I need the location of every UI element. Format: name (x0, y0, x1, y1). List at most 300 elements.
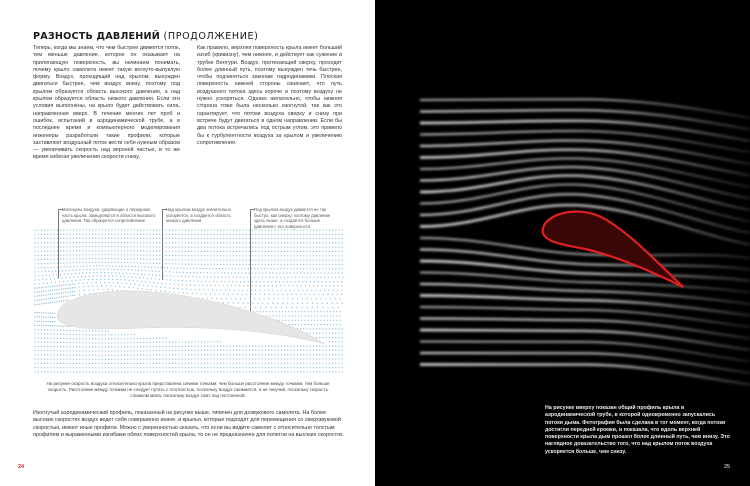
airflow-dot (166, 354, 167, 355)
airflow-dot (54, 334, 55, 335)
airflow-dot (177, 288, 178, 289)
airflow-dot (204, 255, 205, 256)
airflow-dot (50, 329, 51, 330)
airflow-dot (326, 260, 327, 261)
airflow-dot (108, 363, 109, 364)
airflow-dot (190, 268, 191, 269)
airflow-dot (221, 298, 222, 299)
airflow-dot (125, 279, 126, 280)
airflow-dot (239, 350, 240, 351)
airflow-dot (38, 359, 39, 360)
airflow-dot (194, 341, 195, 342)
airflow-dot (306, 277, 307, 278)
airflow-dot (34, 300, 35, 301)
airflow-dot (194, 247, 195, 248)
airflow-dot (82, 350, 83, 351)
airflow-dot (258, 354, 259, 355)
airflow-dot (86, 330, 87, 331)
airflow-dot (290, 268, 291, 269)
airflow-dot (57, 267, 58, 268)
airflow-dot (278, 358, 279, 359)
airflow-dot (127, 342, 128, 343)
airflow-dot (278, 367, 279, 368)
airflow-dot (271, 238, 272, 239)
airflow-dot (210, 251, 211, 252)
airflow-dot (324, 277, 325, 278)
airflow-dot (39, 291, 40, 292)
airflow-dot (133, 273, 134, 274)
airflow-dot (223, 238, 224, 239)
airflow-dot (217, 363, 218, 364)
airflow-dot (242, 229, 243, 230)
airflow-dot (236, 367, 237, 368)
airflow-dot (294, 346, 295, 347)
airflow-dot (185, 363, 186, 364)
airflow-dot (161, 267, 162, 268)
airflow-dot (246, 294, 247, 295)
airflow-dot (175, 242, 176, 243)
airflow-dot (319, 328, 320, 329)
airflow-dot (239, 229, 240, 230)
airflow-dot (111, 262, 112, 263)
airflow-dot (67, 288, 68, 289)
airflow-dot (130, 371, 131, 372)
airflow-dot (63, 242, 64, 243)
airflow-dot (82, 334, 83, 335)
airflow-dot (260, 294, 261, 295)
airflow-dot (80, 266, 81, 267)
airflow-dot (213, 281, 214, 282)
airflow-dot (322, 255, 323, 256)
airflow-dot (281, 247, 282, 248)
airflow-dot (95, 330, 96, 331)
airflow-dot (285, 290, 286, 291)
airflow-dot (55, 270, 56, 271)
airflow-dot (153, 246, 154, 247)
airflow-dot (34, 320, 35, 321)
airflow-dot (137, 350, 138, 351)
airflow-dot (313, 229, 314, 230)
airflow-dot (65, 277, 66, 278)
airflow-dot (89, 242, 90, 243)
airflow-dot (167, 267, 168, 268)
airflow-dot (194, 238, 195, 239)
airflow-dot (320, 311, 321, 312)
airflow-dot (47, 371, 48, 372)
airflow-dot (285, 320, 286, 321)
airflow-dot (335, 277, 336, 278)
airflow-dot (313, 238, 314, 239)
airflow-dot (185, 346, 186, 347)
airflow-dot (86, 371, 87, 372)
airflow-dot (338, 337, 339, 338)
airflow-dot (82, 234, 83, 235)
airflow-dot (43, 295, 44, 296)
airflow-dot (66, 346, 67, 347)
airflow-dot (146, 338, 147, 339)
airflow-dot (225, 281, 226, 282)
airflow-dot (310, 229, 311, 230)
airflow-dot (342, 328, 343, 329)
airflow-dot (288, 285, 289, 286)
airflow-dot (294, 238, 295, 239)
airflow-dot (156, 350, 157, 351)
airflow-dot (306, 367, 307, 368)
airflow-dot (111, 234, 112, 235)
airflow-dot (141, 266, 142, 267)
airflow-dot (198, 229, 199, 230)
airflow-dot (302, 281, 303, 282)
airflow-dot (70, 284, 71, 285)
airflow-dot (249, 298, 250, 299)
airflow-dot (220, 363, 221, 364)
airflow-dot (114, 238, 115, 239)
airflow-dot (56, 274, 57, 275)
airflow-dot (60, 266, 61, 267)
airflow-dot (41, 321, 42, 322)
airflow-dot (243, 277, 244, 278)
airflow-dot (205, 281, 206, 282)
airflow-dot (310, 264, 311, 265)
airflow-dot (291, 307, 292, 308)
airflow-dot (319, 346, 320, 347)
airflow-dot (302, 277, 303, 278)
airflow-dot (276, 277, 277, 278)
airflow-dot (95, 371, 96, 372)
airflow-dot (134, 359, 135, 360)
airflow-dot (108, 272, 109, 273)
airflow-dot (38, 275, 39, 276)
airflow-dot (111, 371, 112, 372)
airflow-dot (178, 284, 179, 285)
airflow-dot (185, 251, 186, 252)
airflow-dot (57, 259, 58, 260)
airflow-dot (76, 342, 77, 343)
airflow-dot (105, 229, 106, 230)
airflow-dot (150, 238, 151, 239)
airflow-dot (140, 234, 141, 235)
airflow-dot (188, 350, 189, 351)
airflow-dot (153, 263, 154, 264)
airflow-dot (210, 358, 211, 359)
airflow-dot (124, 338, 125, 339)
airflow-dot (335, 229, 336, 230)
airflow-dot (43, 291, 44, 292)
airflow-dot (188, 367, 189, 368)
airflow-dot (137, 338, 138, 339)
airflow-dot (335, 255, 336, 256)
airflow-dot (310, 328, 311, 329)
airflow-dot (320, 324, 321, 325)
airflow-dot (150, 342, 151, 343)
airflow-dot (177, 268, 178, 269)
airflow-dot (130, 254, 131, 255)
airflow-dot (71, 273, 72, 274)
airflow-dot (98, 359, 99, 360)
airflow-dot (217, 350, 218, 351)
airflow-dot (342, 251, 343, 252)
airflow-dot (303, 358, 304, 359)
airflow-dot (124, 262, 125, 263)
airflow-dot (310, 354, 311, 355)
airflow-dot (255, 260, 256, 261)
airflow-dot (233, 371, 234, 372)
airflow-dot (288, 324, 289, 325)
airflow-dot (134, 238, 135, 239)
airflow-dot (124, 258, 125, 259)
airflow-dot (54, 242, 55, 243)
airflow-dot (89, 338, 90, 339)
airflow-dot (329, 367, 330, 368)
airflow-dot (182, 341, 183, 342)
airflow-dot (329, 363, 330, 364)
airflow-dot (217, 272, 218, 273)
airflow-dot (44, 342, 45, 343)
airflow-dot (230, 354, 231, 355)
airflow-dot (342, 333, 343, 334)
airflow-dot (228, 272, 229, 273)
airflow-dot (199, 289, 200, 290)
airflow-dot (127, 355, 128, 356)
airflow-dot (172, 263, 173, 264)
airflow-dot (166, 337, 167, 338)
airflow-dot (236, 247, 237, 248)
airflow-dot (70, 250, 71, 251)
airflow-dot (159, 371, 160, 372)
airflow-dot (303, 354, 304, 355)
airflow-dot (320, 320, 321, 321)
airflow-dot (156, 238, 157, 239)
airflow-dot (175, 259, 176, 260)
airflow-dot (217, 247, 218, 248)
airflow-dot (73, 338, 74, 339)
airflow-dot (285, 315, 286, 316)
airflow-dot (322, 350, 323, 351)
airflow-dot (335, 298, 336, 299)
airflow-dot (210, 264, 211, 265)
airflow-dot (204, 354, 205, 355)
airflow-dot (201, 354, 202, 355)
airflow-dot (52, 271, 53, 272)
airflow-dot (56, 301, 57, 302)
airflow-dot (316, 264, 317, 265)
airflow-dot (220, 358, 221, 359)
airflow-dot (268, 251, 269, 252)
airflow-dot (218, 277, 219, 278)
airflow-dot (90, 269, 91, 270)
airflow-dot (326, 333, 327, 334)
airflow-dot (239, 354, 240, 355)
airflow-dot (235, 272, 236, 273)
airflow-dot (284, 350, 285, 351)
airflow-dot (239, 367, 240, 368)
airflow-dot (219, 294, 220, 295)
airflow-dot (48, 271, 49, 272)
airflow-dot (174, 267, 175, 268)
airflow-dot (50, 363, 51, 364)
airflow-dot (45, 303, 46, 304)
airflow-dot (34, 329, 35, 330)
airflow-dot (268, 247, 269, 248)
airflow-dot (201, 341, 202, 342)
airflow-dot (45, 290, 46, 291)
airflow-dot (229, 268, 230, 269)
airflow-dot (102, 250, 103, 251)
airflow-dot (150, 234, 151, 235)
airflow-dot (54, 313, 55, 314)
airflow-dot (92, 242, 93, 243)
airflow-dot (265, 255, 266, 256)
airflow-dot (294, 255, 295, 256)
airflow-dot (319, 371, 320, 372)
airflow-dot (294, 371, 295, 372)
airflow-dot (159, 363, 160, 364)
airflow-dot (43, 312, 44, 313)
airflow-dot (86, 363, 87, 364)
airflow-dot (109, 282, 110, 283)
airflow-dot (70, 359, 71, 360)
airflow-dot (79, 254, 80, 255)
airflow-dot (324, 290, 325, 291)
airflow-dot (67, 266, 68, 267)
airflow-dot (338, 328, 339, 329)
airflow-dot (276, 311, 277, 312)
airflow-dot (79, 371, 80, 372)
airflow-dot (89, 272, 90, 273)
airflow-dot (204, 264, 205, 265)
airflow-dot (105, 334, 106, 335)
airflow-dot (57, 234, 58, 235)
airflow-dot (207, 234, 208, 235)
airflow-dot (303, 328, 304, 329)
airflow-dot (47, 363, 48, 364)
airflow-dot (185, 247, 186, 248)
airflow-dot (316, 247, 317, 248)
airflow-dot (298, 311, 299, 312)
airflow-dot (310, 358, 311, 359)
airflow-dot (327, 303, 328, 304)
airflow-dot (267, 303, 268, 304)
airflow-dot (105, 238, 106, 239)
airflow-dot (340, 320, 341, 321)
airflow-dot (130, 367, 131, 368)
airflow-dot (194, 255, 195, 256)
airflow-dot (317, 311, 318, 312)
airflow-dot (176, 272, 177, 273)
airflow-dot (160, 291, 161, 292)
airflow-dot (238, 302, 239, 303)
airflow-dot (47, 342, 48, 343)
airflow-dot (153, 234, 154, 235)
airflow-dot (246, 358, 247, 359)
airflow-dot (54, 229, 55, 230)
airflow-dot (54, 367, 55, 368)
airflow-dot (262, 363, 263, 364)
airflow-dot (96, 265, 97, 266)
airflow-dot (212, 268, 213, 269)
airflow-dot (166, 251, 167, 252)
airflow-dot (284, 238, 285, 239)
airflow-dot (149, 282, 150, 283)
airflow-dot (38, 238, 39, 239)
airflow-dot (203, 276, 204, 277)
airflow-dot (327, 315, 328, 316)
airflow-dot (76, 229, 77, 230)
airflow-dot (191, 346, 192, 347)
airflow-dot (73, 238, 74, 239)
airflow-dot (114, 359, 115, 360)
airflow-dot (134, 246, 135, 247)
airflow-dot (102, 371, 103, 372)
airflow-dot (342, 341, 343, 342)
airflow-dot (41, 295, 42, 296)
airflow-dot (280, 285, 281, 286)
airflow-dot (41, 350, 42, 351)
airflow-dot (246, 363, 247, 364)
airflow-dot (225, 268, 226, 269)
airflow-dot (41, 303, 42, 304)
airflow-dot (95, 246, 96, 247)
airflow-dot (98, 363, 99, 364)
airflow-dot (95, 229, 96, 230)
airflow-dot (98, 262, 99, 263)
airflow-dot (341, 281, 342, 282)
airflow-dot (322, 354, 323, 355)
airflow-dot (300, 260, 301, 261)
airflow-dot (329, 268, 330, 269)
airflow-dot (42, 279, 43, 280)
airflow-dot (332, 337, 333, 338)
airflow-dot (326, 363, 327, 364)
airflow-dot (326, 268, 327, 269)
airflow-dot (255, 354, 256, 355)
airflow-dot (290, 290, 291, 291)
airflow-dot (79, 290, 80, 291)
airflow-dot (70, 367, 71, 368)
airflow-dot (146, 255, 147, 256)
airflow-dot (114, 363, 115, 364)
airflow-dot (342, 363, 343, 364)
airflow-dot (198, 234, 199, 235)
airflow-dot (130, 350, 131, 351)
airflow-dot (265, 260, 266, 261)
airflow-dot (34, 337, 35, 338)
airflow-dot (326, 350, 327, 351)
airflow-dot (330, 324, 331, 325)
airflow-dot (281, 358, 282, 359)
airflow-dot (342, 255, 343, 256)
airflow-dot (39, 299, 40, 300)
airflow-dot (252, 358, 253, 359)
airflow-dot (320, 315, 321, 316)
airflow-dot (246, 290, 247, 291)
airflow-dot (109, 265, 110, 266)
airflow-dot (252, 247, 253, 248)
airflow-dot (194, 259, 195, 260)
airflow-dot (122, 266, 123, 267)
airflow-dot (338, 354, 339, 355)
airflow-dot (34, 371, 35, 372)
airflow-dot (332, 346, 333, 347)
airflow-dot (127, 367, 128, 368)
airflow-dot (175, 247, 176, 248)
airflow-dot (342, 234, 343, 235)
airflow-dot (269, 272, 270, 273)
airflow-dot (223, 234, 224, 235)
airflow-dot (198, 371, 199, 372)
airflow-dot (242, 346, 243, 347)
airflow-dot (166, 359, 167, 360)
